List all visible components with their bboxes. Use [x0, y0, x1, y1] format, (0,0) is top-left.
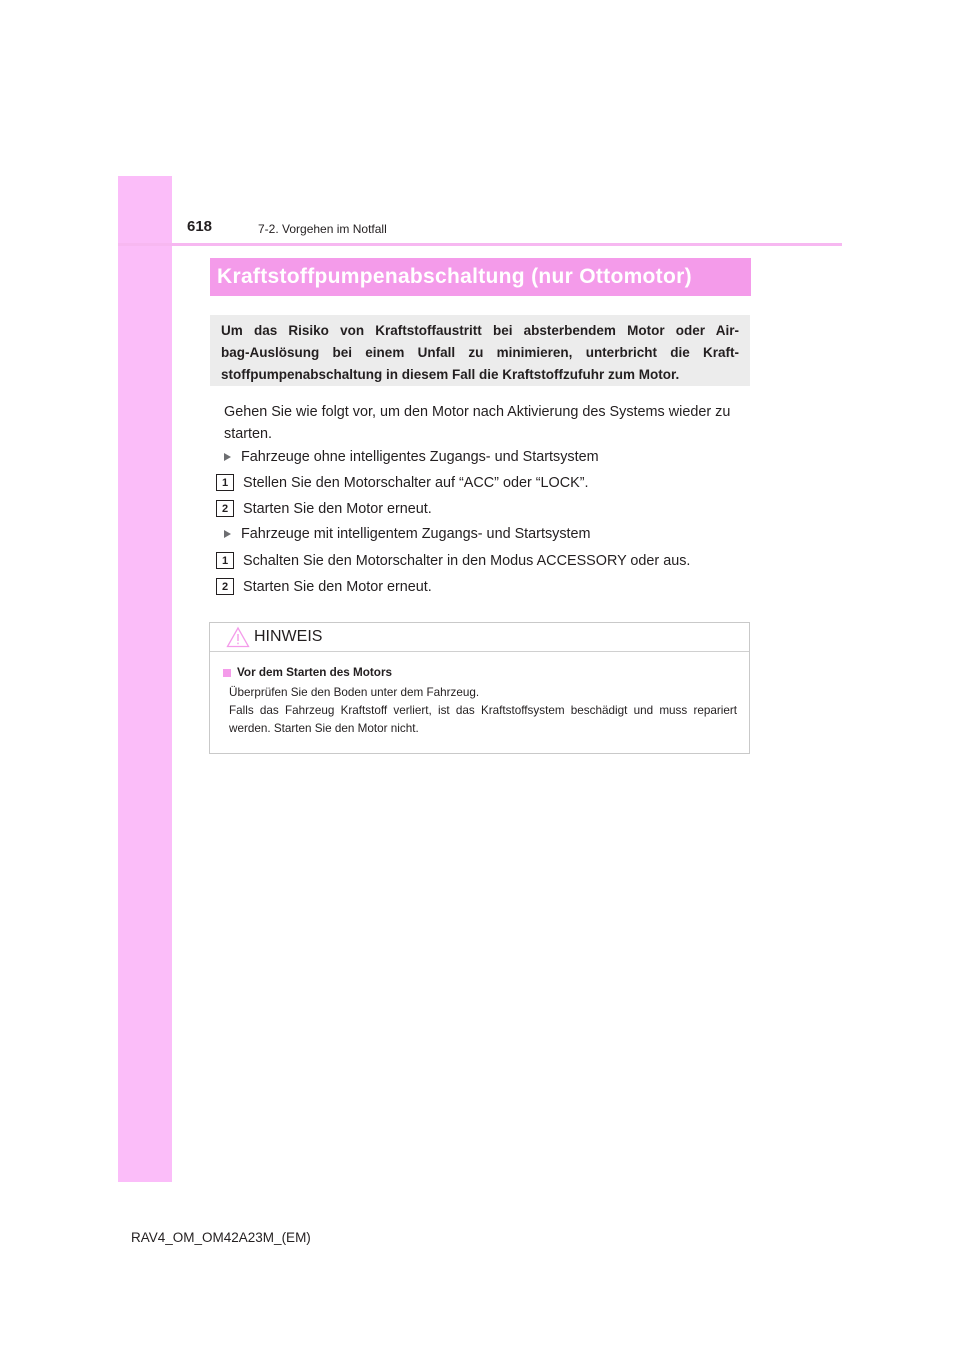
step-item: [216, 552, 690, 569]
step-text: Starten Sie den Motor erneut.: [243, 500, 432, 517]
vehicle-type-label: Fahrzeuge mit intelligentem Zugangs- und Startsystem: [241, 526, 591, 542]
step-item: [216, 578, 432, 595]
header-rule: [118, 243, 842, 246]
notice-line: Überprüfen Sie den Boden unter dem Fahrzeug.: [229, 686, 480, 699]
summary-box: [210, 315, 750, 386]
step-number-box: 2: [216, 578, 234, 595]
notice-title: HINWEIS: [254, 628, 323, 645]
bullet-triangle-icon: [224, 453, 231, 461]
step-number-box: 1: [216, 474, 234, 491]
step-text: Stellen Sie den Motorschalter auf “ACC” oder “LOCK”.: [243, 474, 589, 491]
vehicle-type-label: Fahrzeuge ohne intelligentes Zugangs- und Startsystem: [241, 449, 599, 465]
page-title: Kraftstoffpumpenabschaltung (nur Ottomotor): [217, 265, 692, 288]
summary-line: stoffpumpenabschaltung in diesem Fall die Kraftstoffzufuhr zum Motor.: [221, 367, 680, 382]
vehicle-type-heading: [224, 526, 591, 542]
bullet-triangle-icon: [224, 530, 231, 538]
section-label: 7-2. Vorgehen im Notfall: [258, 222, 387, 236]
title-bar: [210, 258, 751, 296]
step-item: [216, 474, 589, 491]
footer-doc-code: RAV4_OM_OM42A23M_(EM): [131, 1230, 311, 1245]
notice-body: [210, 652, 749, 738]
notice-subheading-text: Vor dem Starten des Motors: [237, 666, 392, 679]
step-number-box: 1: [216, 552, 234, 569]
notice-box: [209, 622, 750, 754]
notice-header: [210, 623, 749, 652]
notice-subheading: [222, 664, 737, 682]
intro-text: Gehen Sie wie folgt vor, um den Motor nach Aktivierung des Systems wieder zu starten.: [224, 404, 731, 442]
summary-line: Um das Risiko von Kraftstoffaustritt bei absterbendem Motor oder Air-: [221, 323, 739, 338]
warning-triangle-icon: [226, 626, 250, 648]
step-text: Starten Sie den Motor erneut.: [243, 578, 432, 595]
step-text: Schalten Sie den Motorschalter in den Modus ACCESSORY oder aus.: [243, 552, 691, 569]
step-item: [216, 500, 432, 517]
notice-text: [222, 684, 737, 738]
vehicle-type-heading: [224, 449, 599, 465]
page-number: 618: [187, 218, 213, 235]
summary-line: bag-Auslösung bei einem Unfall zu minimieren, unterbricht die Kraft-: [221, 345, 739, 360]
square-bullet-icon: [223, 669, 231, 677]
notice-line: Falls das Fahrzeug Kraftstoff verliert, ist das Kraftstoffsystem beschädigt und muss repariert werden. Starten Sie den Motor nicht.: [229, 704, 737, 735]
side-tab-band: [118, 176, 172, 1182]
step-number-box: 2: [216, 500, 234, 517]
